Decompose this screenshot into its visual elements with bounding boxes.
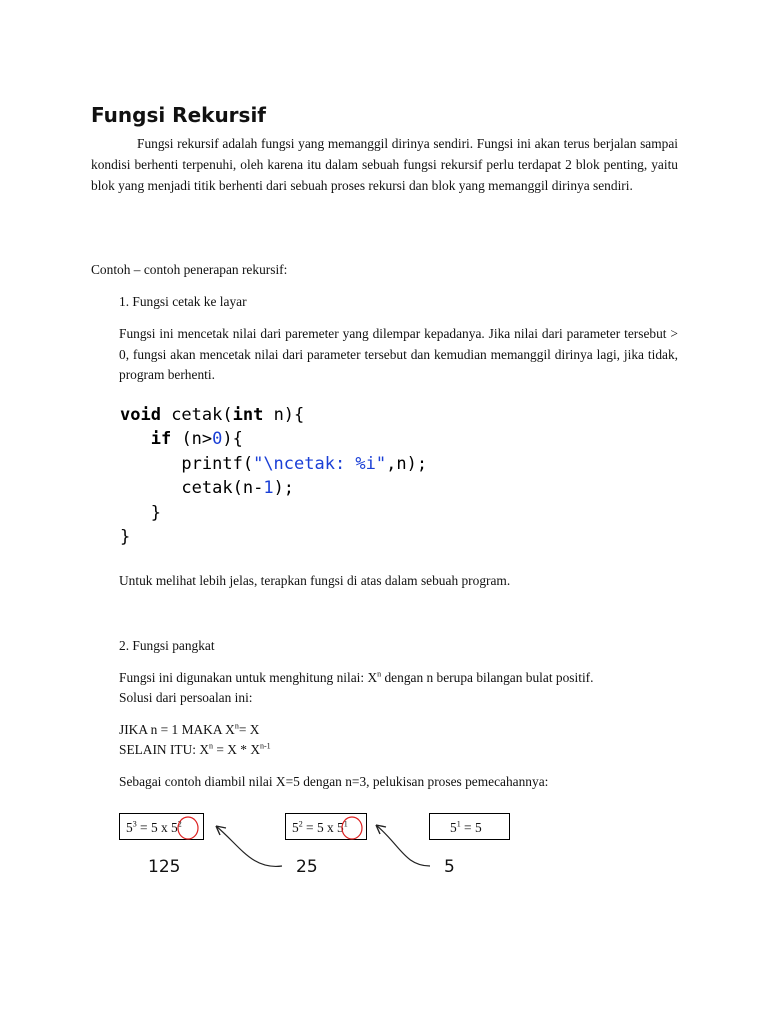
rule-1: JIKA n = 1 MAKA $X^n= X$ (119, 721, 260, 737)
item2-desc-line2: Solusi dari persoalan ini: (119, 690, 253, 705)
code-block: void cetak(int n){ if (n>0){ printf("\ncetak: %i",n); cetak(n-1); } } (120, 405, 428, 548)
result-25: 25 (296, 857, 318, 877)
intro-text: Fungsi rekursif adalah fungsi yang memanggil dirinya sendiri. Fungsi ini akan terus berjalan sampai kondisi berhenti terpenuhi, oleh karena itu dalam sebuah fungsi rekursif perlu terdapat 2 blok penting, yaitu blok yang menjadi titik berhenti dari sebuah proses rekursi dan blok yang memanggil dirinya sendiri. (91, 136, 678, 193)
item2-desc-line1: Fungsi ini digunakan untuk menghitung nilai: $X^n$ dengan n berupa bilangan bulat positif. (119, 669, 594, 685)
box-power-3: $5^3 = 5$ x $5^2$ (119, 813, 204, 840)
circle-highlight-1 (178, 817, 198, 839)
item1-description: Fungsi ini mencetak nilai dari paremeter yang dilempar kepadanya. Jika nilai dari parameter tersebut > 0, fungsi akan mencetak nilai dari parameter tersebut dan kemudian memanggil dirinya lagi, jika tidak, program berhenti. (119, 326, 678, 382)
item2-example: Sebagai contoh diambil nilai X=5 dengan n=3, pelukisan proses pemecahannya: (119, 774, 549, 789)
page-title: Fungsi Rekursif (91, 103, 267, 127)
examples-heading: Contoh – contoh penerapan rekursif: (91, 262, 288, 277)
arrow-5-to-box2 (376, 825, 430, 866)
result-125: 125 (148, 857, 181, 877)
circle-highlight-2 (342, 817, 362, 839)
rule-2: SELAIN ITU: $X^n = X * X^{n-1}$ (119, 741, 271, 757)
item1-heading: 1. Fungsi cetak ke layar (119, 294, 247, 309)
result-5: 5 (444, 857, 455, 877)
box-power-2: $5^2 = 5$ x $5^1$ (285, 813, 367, 840)
box-power-1: $5^1 = 5$ (429, 813, 510, 840)
item1-note: Untuk melihat lebih jelas, terapkan fungsi di atas dalam sebuah program. (119, 573, 511, 588)
item2-heading: 2. Fungsi pangkat (119, 638, 215, 653)
arrow-25-to-box1 (216, 826, 282, 866)
